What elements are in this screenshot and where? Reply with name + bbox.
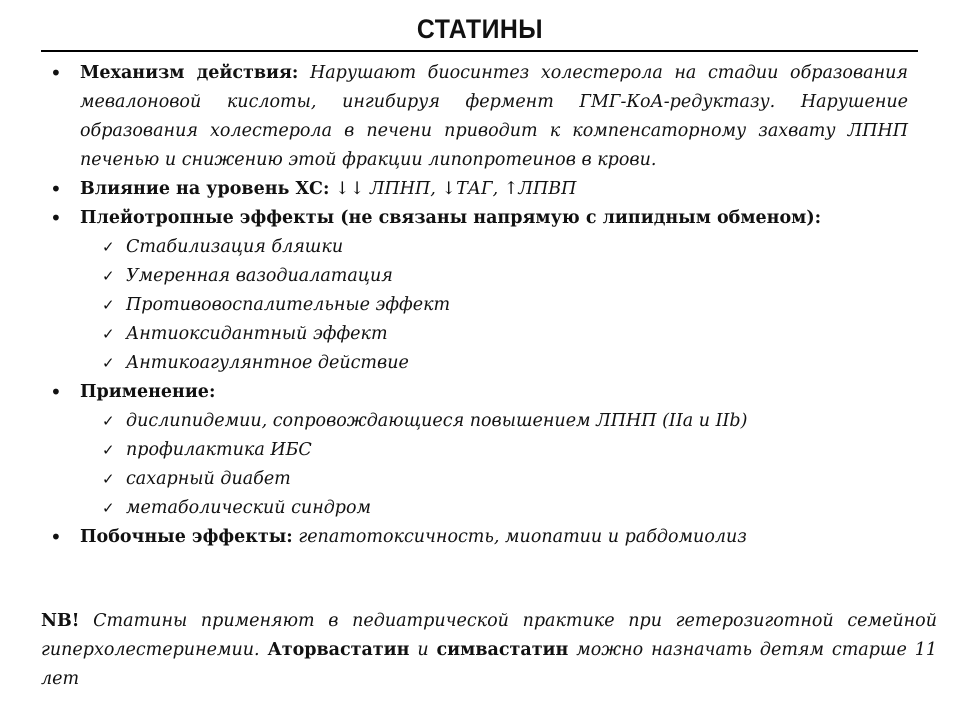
main-content [80, 59, 908, 552]
lipid-effect-text: ↓↓ ЛПНП, ↓ТАГ, ↑ЛПВП [335, 179, 577, 199]
pleiotropic-label: Плейотропные эффекты (не связаны напрямую с липидным обменом): [80, 208, 822, 228]
lipid-effect-item [80, 175, 908, 204]
checkmark-icon: ✓ [102, 325, 115, 343]
checkmark-icon: ✓ [102, 267, 115, 285]
list-item: ✓ метаболический синдром [80, 494, 908, 523]
nb-drug-1: Аторвастатин [267, 640, 410, 660]
pleiotropic-list [80, 233, 908, 378]
list-item: ✓ Стабилизация бляшки [80, 233, 908, 262]
mechanism-text: Нарушают биосинтез холестерола на стадии образования мевалоновой кислоты, ингибируя фермент ГМГ-КоА-редуктазу. Нарушение образования холестерола в печени приводит к компенсаторному захвату ЛПНП печенью и снижению этой фракции липопротеинов в крови. [80, 63, 908, 170]
checkmark-icon: ✓ [102, 412, 115, 430]
title-underline [41, 50, 918, 52]
list-item: ✓ Антикоагулянтное действие [80, 349, 908, 378]
mechanism-label: Механизм действия: [80, 63, 299, 83]
lipid-effect-label: Влияние на уровень ХС: [80, 179, 330, 199]
mechanism-item [80, 59, 908, 175]
side-effects-label: Побочные эффекты: [80, 527, 293, 547]
application-item [80, 378, 908, 407]
list-item: ✓ Умеренная вазодиалатация [80, 262, 908, 291]
checkmark-icon: ✓ [102, 296, 115, 314]
page-title: СТАТИНЫ [416, 14, 544, 44]
application-label: Применение: [80, 382, 216, 402]
nb-note [41, 607, 937, 694]
list-item: ✓ Противовоспалительные эффект [80, 291, 908, 320]
list-item: ✓ дислипидемии, сопровождающиеся повышением ЛПНП (IIa и IIb) [80, 407, 908, 436]
nb-text-2: можно назначать детям старше 11 лет [41, 640, 937, 689]
nb-label: NB! [41, 611, 80, 631]
nb-drug-2: симвастатин [436, 640, 569, 660]
application-list [80, 407, 908, 523]
list-item: ✓ Антиоксидантный эффект [80, 320, 908, 349]
checkmark-icon: ✓ [102, 470, 115, 488]
list-item: ✓ профилактика ИБС [80, 436, 908, 465]
nb-conjunction: и [417, 640, 429, 660]
side-effects-text: гепатотоксичность, миопатии и рабдомиолиз [298, 527, 747, 547]
checkmark-icon: ✓ [102, 441, 115, 459]
nb-text-1: Статины применяют в педиатрической практике при гетерозиготной семейной гиперхолестеринемии. [41, 611, 937, 660]
checkmark-icon: ✓ [102, 238, 115, 256]
side-effects-item [80, 523, 908, 552]
checkmark-icon: ✓ [102, 499, 115, 517]
list-item: ✓ сахарный диабет [80, 465, 908, 494]
checkmark-icon: ✓ [102, 354, 115, 372]
pleiotropic-item [80, 204, 908, 233]
